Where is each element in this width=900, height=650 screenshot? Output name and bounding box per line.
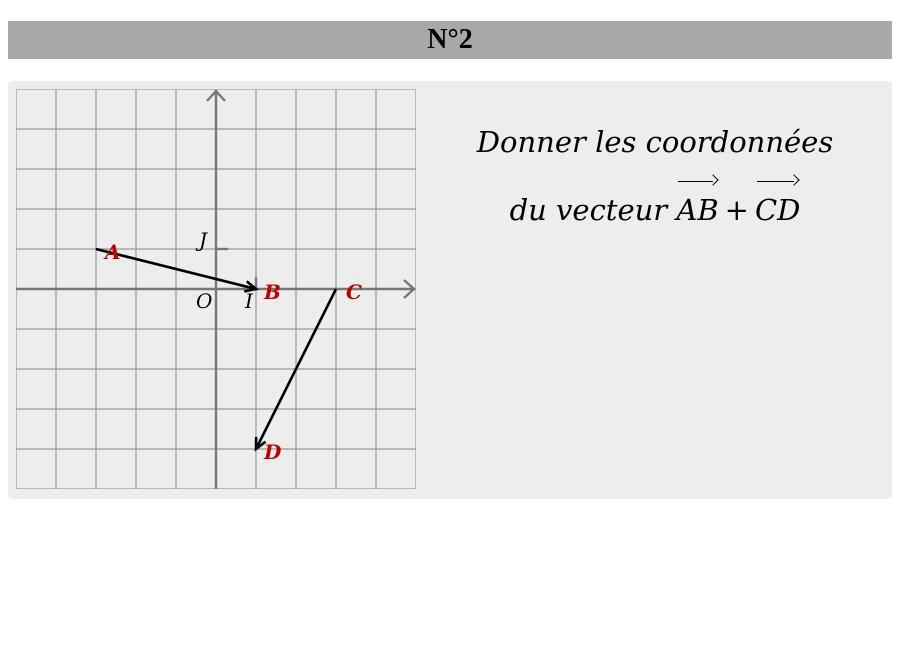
point-label-d: D	[264, 440, 282, 464]
point-label-c: C	[346, 280, 362, 304]
vector-ab: AB	[676, 181, 718, 235]
plus-operator: +	[724, 193, 749, 227]
question-line-2	[428, 181, 882, 245]
coordinate-grid	[16, 89, 416, 489]
point-label-b: B	[264, 280, 281, 304]
question-prefix: du vecteur	[509, 193, 668, 227]
question-line-1: Donner les coordonnées	[476, 125, 834, 159]
vector-cd: CD	[755, 181, 800, 235]
unit-label-i: I	[245, 289, 253, 313]
point-label-a: A	[105, 240, 121, 264]
exercise-number: N°2	[427, 24, 473, 55]
labels	[103, 228, 362, 464]
question	[428, 117, 882, 245]
unit-label-j: J	[199, 228, 208, 252]
origin-label: O	[196, 289, 213, 313]
title-bar	[8, 21, 892, 59]
exercise-panel	[8, 81, 892, 499]
